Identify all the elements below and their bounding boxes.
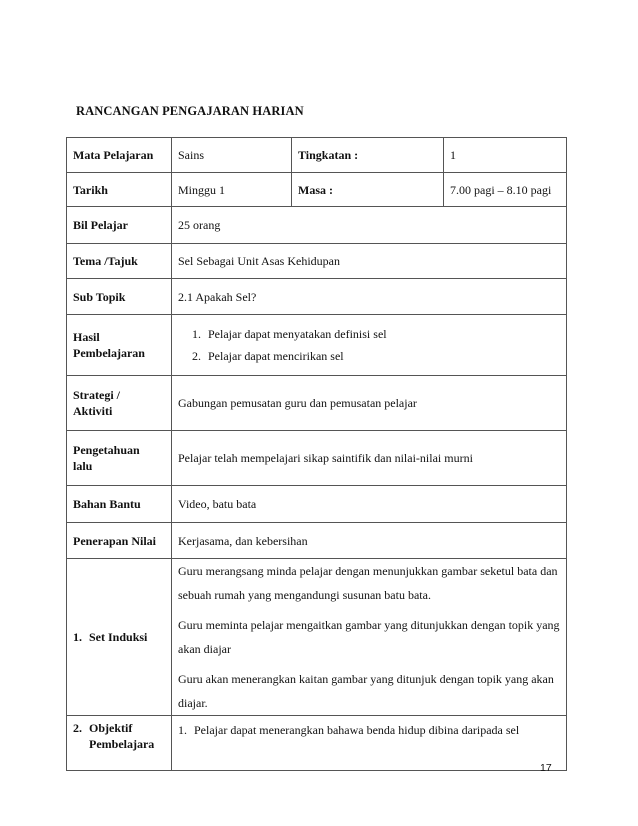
objektif-number: 2. — [73, 721, 82, 735]
objektif-label-line2: Pembelajara — [89, 737, 155, 751]
table-row — [67, 559, 567, 716]
penerapan-value: Kerjasama, dan kebersihan — [172, 523, 567, 559]
tarikh-value: Minggu 1 — [172, 173, 292, 207]
hasil-label-line1: Hasil — [73, 330, 100, 344]
set-induksi-paragraph: Guru akan menerangkan kaitan gambar yang ditunjuk dengan topik yang akan diajar. — [178, 672, 554, 710]
set-induksi-paragraph: Guru merangsang minda pelajar dengan menunjukkan gambar seketul bata dan sebuah rumah yang mengandungi susunan batu bata. — [178, 564, 558, 602]
table-row — [67, 279, 567, 315]
bahan-bantu-label: Bahan Bantu — [67, 486, 172, 523]
bil-pelajar-label: Bil Pelajar — [67, 207, 172, 244]
tema-label: Tema /Tajuk — [67, 244, 172, 279]
lesson-plan-table — [66, 137, 567, 771]
sub-topik-value: 2.1 Apakah Sel? — [172, 279, 567, 315]
pengetahuan-label-line2: lalu — [73, 459, 93, 473]
hasil-label — [67, 315, 172, 376]
table-row — [67, 138, 567, 173]
table-row — [67, 486, 567, 523]
pengetahuan-label — [67, 431, 172, 486]
strategi-value: Gabungan pemusatan guru dan pemusatan pelajar — [172, 376, 567, 431]
list-item: 2. Pelajar dapat mencirikan sel — [204, 348, 560, 364]
table-row — [67, 173, 567, 207]
tarikh-label: Tarikh — [67, 173, 172, 207]
bil-pelajar-value: 25 orang — [172, 207, 567, 244]
objektif-label-line1: Objektif — [89, 721, 133, 735]
mata-pelajaran-value: Sains — [172, 138, 292, 173]
set-induksi-text: Set Induksi — [89, 630, 148, 644]
strategi-label — [67, 376, 172, 431]
table-row — [67, 716, 567, 771]
strategi-label-line1: Strategi / — [73, 388, 120, 402]
table-row — [67, 376, 567, 431]
hasil-label-line2: Pembelajaran — [73, 346, 145, 360]
strategi-label-line2: Aktiviti — [73, 404, 113, 418]
tingkatan-value: 1 — [444, 138, 567, 173]
table-row — [67, 431, 567, 486]
masa-label: Masa : — [292, 173, 444, 207]
pengetahuan-label-line1: Pengetahuan — [73, 443, 140, 457]
set-induksi-number: 1. — [73, 630, 82, 644]
tingkatan-label: Tingkatan : — [292, 138, 444, 173]
tema-value: Sel Sebagai Unit Asas Kehidupan — [172, 244, 567, 279]
table-row — [67, 523, 567, 559]
objektif-item-number: 1. — [178, 723, 187, 737]
list-item: 1. Pelajar dapat menyatakan definisi sel — [204, 326, 560, 342]
set-induksi-paragraph: Guru meminta pelajar mengaitkan gambar yang ditunjukkan dengan topik yang akan diajar — [178, 618, 560, 656]
penerapan-label: Penerapan Nilai — [67, 523, 172, 559]
table-row — [67, 207, 567, 244]
objektif-label — [67, 716, 172, 771]
table-row — [67, 315, 567, 376]
pengetahuan-value: Pelajar telah mempelajari sikap saintifik dan nilai-nilai murni — [172, 431, 567, 486]
masa-value: 7.00 pagi – 8.10 pagi — [444, 173, 567, 207]
learning-outcomes-list — [178, 326, 560, 364]
set-induksi-value — [172, 559, 567, 716]
document-title: RANCANGAN PENGAJARAN HARIAN — [76, 104, 304, 118]
objektif-value — [172, 716, 567, 771]
bahan-bantu-value: Video, batu bata — [172, 486, 567, 523]
table-row — [67, 244, 567, 279]
mata-pelajaran-label: Mata Pelajaran — [67, 138, 172, 173]
hasil-value — [172, 315, 567, 376]
page-number: 17 — [540, 762, 552, 774]
set-induksi-label — [67, 559, 172, 716]
objektif-item-text: Pelajar dapat menerangkan bahawa benda hidup dibina daripada sel — [194, 723, 520, 737]
sub-topik-label: Sub Topik — [67, 279, 172, 315]
